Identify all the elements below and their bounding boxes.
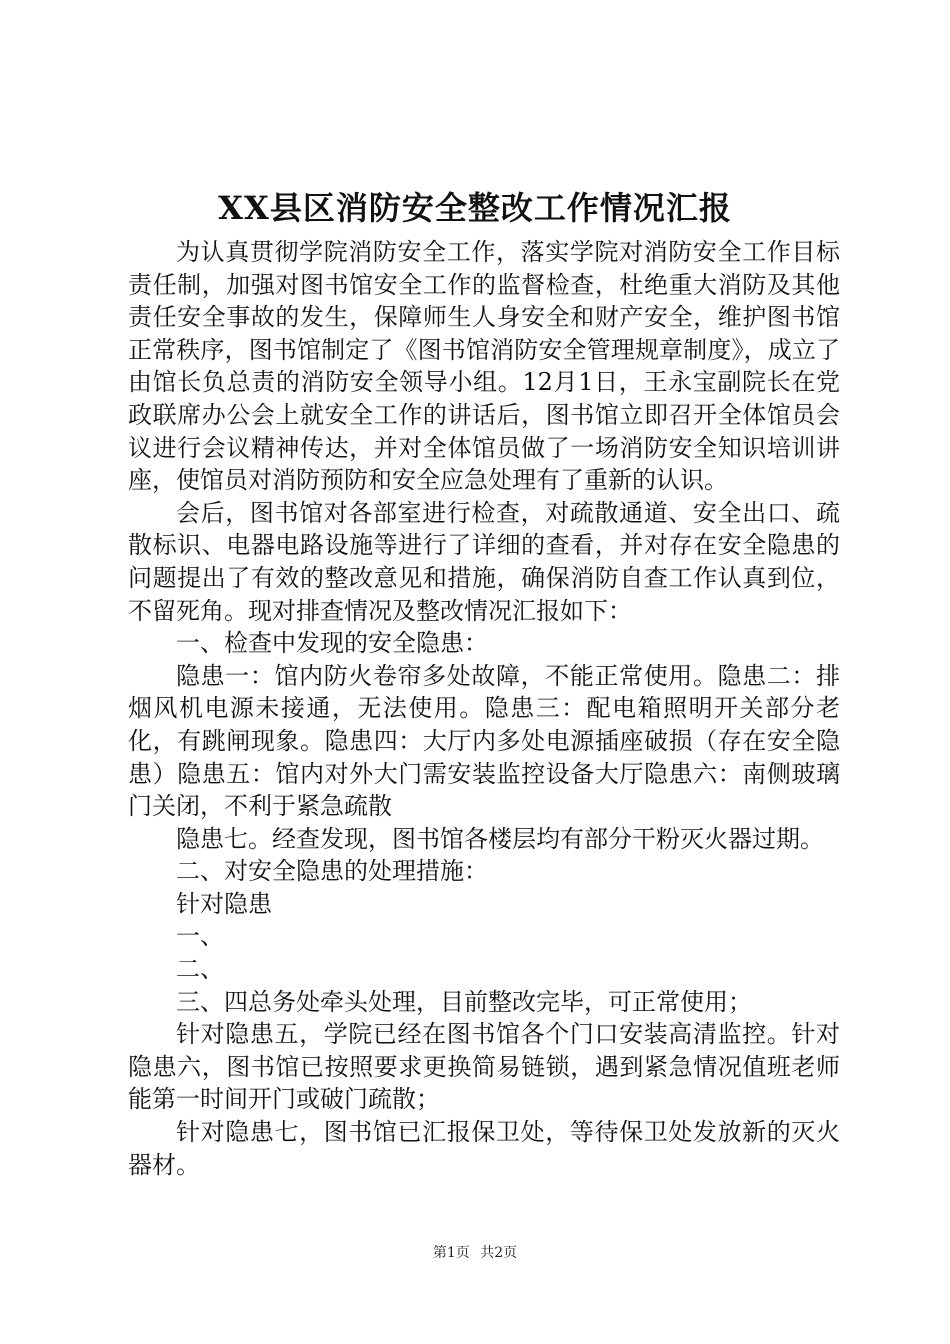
paragraph-measure-seven: 针对隐患七，图书馆已汇报保卫处，等待保卫处发放新的灭火器材。 — [128, 1118, 840, 1179]
paragraph-measure-one: 一、 — [176, 922, 224, 951]
section-heading-hazards: 一、检查中发现的安全隐患： — [176, 629, 488, 658]
paragraph-measures-intro: 针对隐患 — [176, 889, 272, 918]
paragraph-hazard-seven: 隐患七。经查发现，图书馆各楼层均有部分干粉灭火器过期。 — [176, 824, 824, 853]
section-heading-measures: 二、对安全隐患的处理措施： — [176, 857, 488, 886]
paragraph-intro: 为认真贯彻学院消防安全工作，落实学院对消防安全工作目标责任制，加强对图书馆安全工作的监督检查，杜绝重大消防及其他责任安全事故的发生，保障师生人身安全和财产安全，维护图书馆正常秩序，图书馆制定了《图书馆消防安全管理规章制度》，成立了由馆长负总责的消防安全领导小组。12月1日，王永宝副院长在党政联席办公会上就安全工作的讲话后，图书馆立即召开全体馆员会议进行会议精神传达，并对全体馆员做了一场消防安全知识培训讲座，使馆员对消防预防和安全应急处理有了重新的认识。 — [128, 238, 840, 495]
page-number: 第1页 — [432, 1245, 470, 1261]
page-total: 共2页 — [480, 1245, 518, 1261]
document-body — [128, 236, 840, 1181]
paragraph-measure-three-four: 三、四总务处牵头处理，目前整改完毕，可正常使用； — [176, 987, 752, 1016]
paragraph-inspection: 会后，图书馆对各部室进行检查，对疏散通道、安全出口、疏散标识、电器电路设施等进行了详细的查看，并对存在安全隐患的问题提出了有效的整改意见和措施，确保消防自查工作认真到位，不留死角。现对排查情况及整改情况汇报如下： — [128, 498, 840, 625]
page-footer — [0, 1243, 950, 1263]
paragraph-hazard-list: 隐患一：馆内防火卷帘多处故障，不能正常使用。隐患二：排烟风机电源未接通，无法使用。隐患三：配电箱照明开关部分老化，有跳闸现象。隐患四：大厅内多处电源插座破损（存在安全隐患）隐患五：馆内对外大门需安装监控设备大厅隐患六：南侧玻璃门关闭，不利于紧急疏散 — [128, 661, 840, 821]
paragraph-measure-two: 二、 — [176, 955, 224, 984]
document-title: XX县区消防安全整改工作情况汇报 — [218, 189, 732, 227]
paragraph-measure-five-six: 针对隐患五，学院已经在图书馆各个门口安装高清监控。针对隐患六，图书馆已按照要求更换简易链锁，遇到紧急情况值班老师能第一时间开门或破门疏散； — [128, 1020, 840, 1114]
